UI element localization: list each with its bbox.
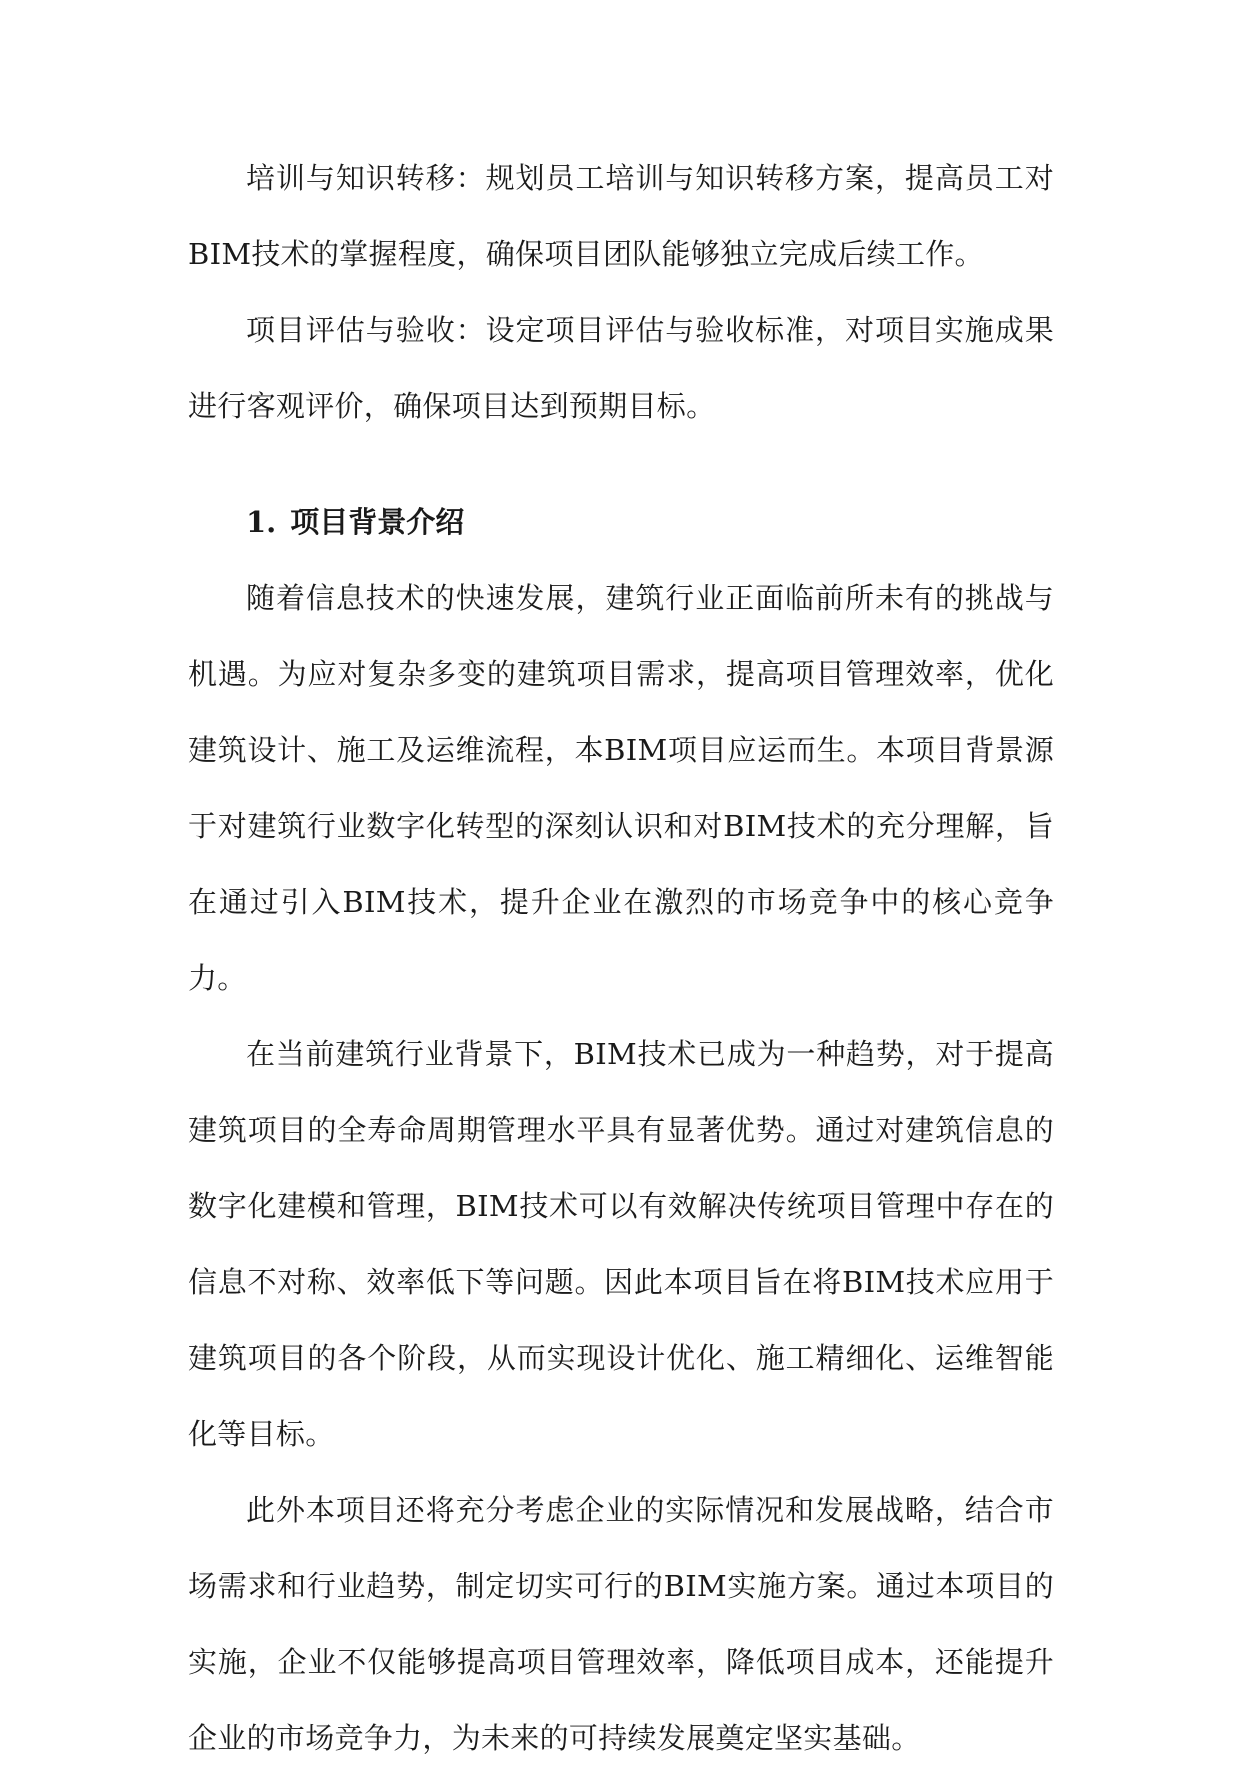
paragraph-background-2: 在当前建筑行业背景下，BIM技术已成为一种趋势，对于提高建筑项目的全寿命周期管理水平具有显著优势。通过对建筑信息的数字化建模和管理，BIM技术可以有效解决传统项目管理中存在的信息不对称、效率低下等问题。因此本项目旨在将BIM技术应用于建筑项目的各个阶段，从而实现设计优化、施工精细化、运维智能化等目标。 bbox=[188, 1037, 1054, 1451]
paragraph-background-1: 随着信息技术的快速发展，建筑行业正面临前所未有的挑战与机遇。为应对复杂多变的建筑项目需求，提高项目管理效率，优化建筑设计、施工及运维流程，本BIM项目应运而生。本项目背景源于对建筑行业数字化转型的深刻认识和对BIM技术的充分理解，旨在通过引入BIM技术，提升企业在激烈的市场竞争中的核心竞争力。 bbox=[188, 581, 1054, 995]
paragraph-training: 培训与知识转移：规划员工培训与知识转移方案，提高员工对BIM技术的掌握程度，确保项目团队能够独立完成后续工作。 bbox=[188, 161, 1054, 271]
paragraph-background-3: 此外本项目还将充分考虑企业的实际情况和发展战略，结合市场需求和行业趋势，制定切实可行的BIM实施方案。通过本项目的实施，企业不仅能够提高项目管理效率，降低项目成本，还能提升企业的市场竞争力，为未来的可持续发展奠定坚实基础。 bbox=[188, 1493, 1054, 1755]
page-content bbox=[188, 140, 1054, 1776]
section-title: 项目背景介绍 bbox=[290, 505, 465, 539]
paragraph-evaluation: 项目评估与验收：设定项目评估与验收标准，对项目实施成果进行客观评价，确保项目达到预期目标。 bbox=[188, 313, 1054, 423]
section-number: 1. bbox=[246, 505, 277, 539]
section-heading bbox=[188, 484, 1054, 560]
